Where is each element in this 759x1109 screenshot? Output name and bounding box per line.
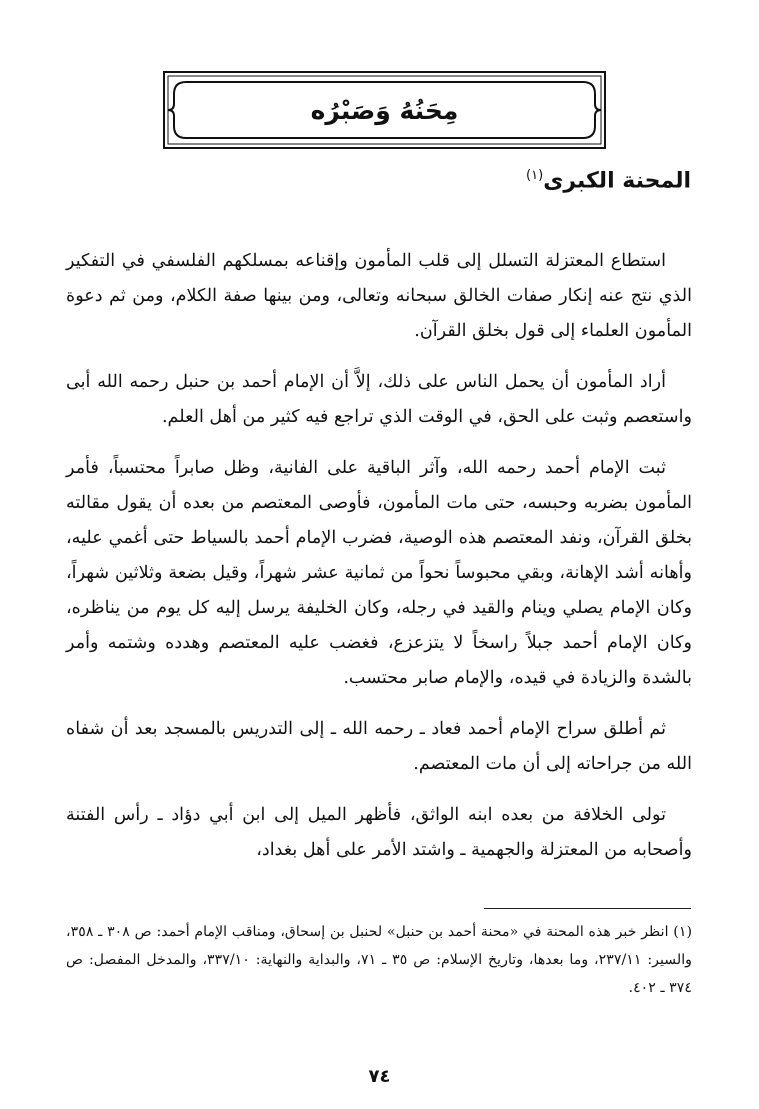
paragraph: ثم أطلق سراح الإمام أحمد فعاد ـ رحمه الله ـ إلى التدريس بالمسجد بعد أن شفاه الله من جراحاته إلى أن مات المعتصم. [66, 719, 692, 774]
section-heading-text: المحنة الكبرى [543, 168, 691, 194]
footnote-reference: (١) [526, 168, 544, 183]
body-text [66, 244, 692, 884]
footnote-divider [484, 908, 691, 909]
paragraph: استطاع المعتزلة التسلل إلى قلب المأمون وإقناعه بمسلكهم الفلسفي في التفكير الذي نتج عنه إنكار صفات الخالق سبحانه وتعالى، ومن بينها صفة الكلام، ومن ثم دعوة المأمون العلماء إلى قول بخلق القرآن. [66, 251, 692, 341]
paragraph: ثبت الإمام أحمد رحمه الله، وآثر الباقية على الفانية، وظل صابراً محتسباً، فأمر المأمون بضربه وحبسه، حتى مات المأمون، فأوصى المعتصم من بعده أن يقول مقالته بخلق القرآن، ونفد المعتصم هذه الوصية، فضرب الإمام أحمد بالسياط حتى أغمي عليه، وأهانه أشد الإهانة، وبقي محبوساً نحواً من ثمانية عشر شهراً، وقيل بضعة وثلاثين شهراً، وكان الإمام يصلي وينام والقيد في رجله، وكان الخليفة يرسل إليه كل يوم من يناظره، وكان الإمام أحمد جبلاً راسخاً لا يتزعزع، فغضب عليه المعتصم وهدده وشتمه وأمر بالشدة والزيادة في قيده، والإمام صابر محتسب. [66, 458, 692, 688]
chapter-title: مِحَنُهُ وَصَبْرُه [310, 95, 459, 125]
title-frame [162, 70, 607, 150]
footnote: (١) انظر خبر هذه المحنة في «محنة أحمد بن حنبل» لحنبل بن إسحاق، ومناقب الإمام أحمد: ص ٣٠٨ ـ ٣٥٨، والسير: ٢٣٧/١١، وما بعدها، وتاريخ الإسلام: ص ٣٥ ـ ٧١، والبداية والنهاية: ٣٣٧/١٠، والمدخل المفصل: ص ٣٧٤ ـ ٤٠٢. [66, 924, 692, 996]
page-number: ٧٤ [368, 1066, 391, 1087]
section-heading [526, 168, 691, 193]
paragraph: أراد المأمون أن يحمل الناس على ذلك، إلاَّ أن الإمام أحمد بن حنبل رحمه الله أبى واستعصم وثبت على الحق، في الوقت الذي تراجع فيه كثير من أهل العلم. [66, 372, 692, 427]
paragraph: تولى الخلافة من بعده ابنه الواثق، فأظهر الميل إلى ابن أبي دؤاد ـ رأس الفتنة وأصحابه من المعتزلة والجهمية ـ واشتد الأمر على أهل بغداد، [66, 805, 692, 860]
